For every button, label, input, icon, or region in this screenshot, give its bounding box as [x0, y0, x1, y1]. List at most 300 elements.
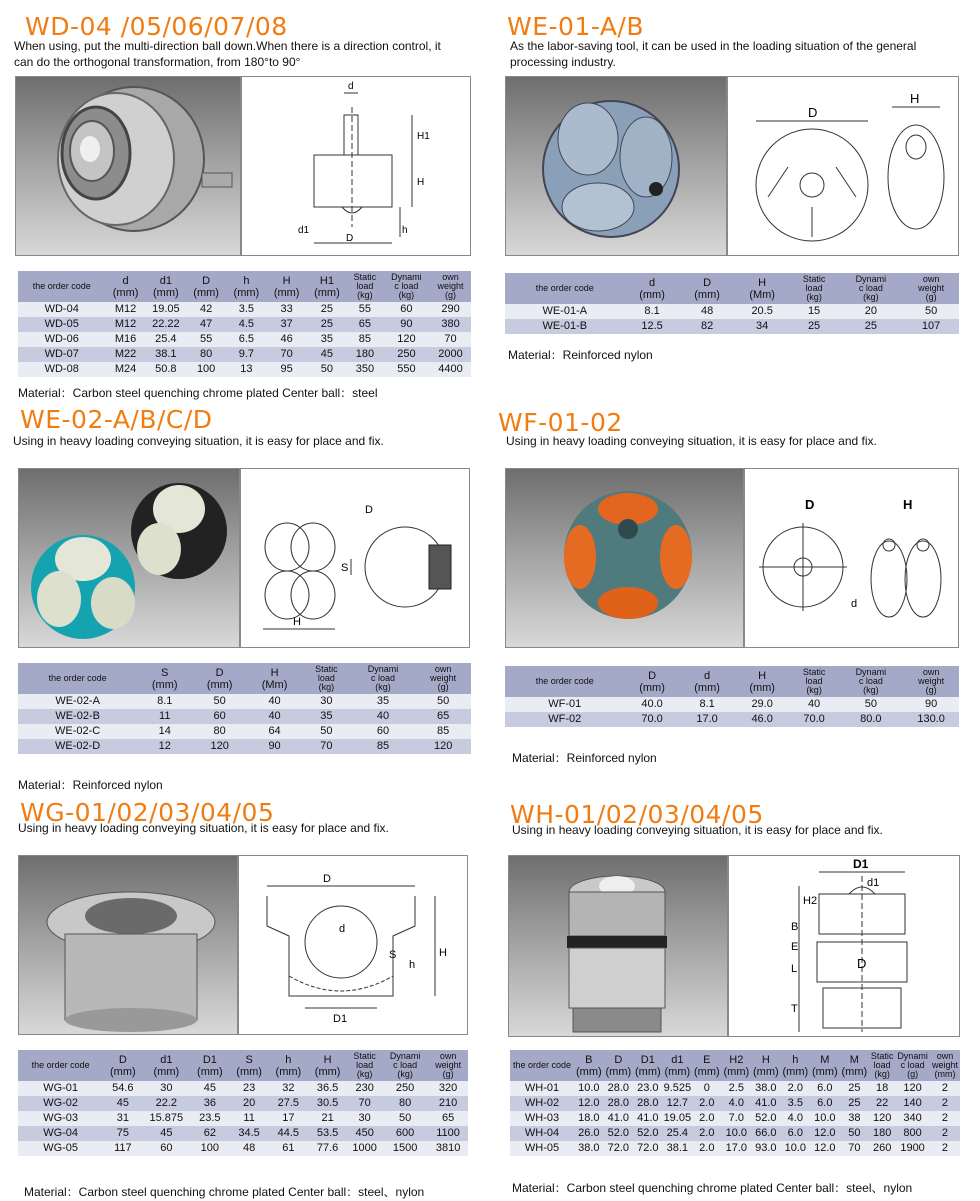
wf-cell: 40.0: [625, 697, 680, 712]
wg-cell: 30: [142, 1081, 190, 1096]
wh-cell: 26.0: [574, 1126, 604, 1141]
wf-header-3: H (mm): [735, 666, 790, 697]
table-row: [18, 739, 471, 754]
wd-cell: WD-07: [18, 347, 105, 362]
wea-cell: 48: [680, 304, 735, 319]
wg-cell: 36.5: [308, 1081, 347, 1096]
wd-cell: 22.22: [146, 317, 186, 332]
wd-cell: 65: [347, 317, 383, 332]
wd-cell: M12: [105, 302, 145, 317]
wg-header-0: the order code: [18, 1050, 103, 1081]
wd-header-6: H1 (mm): [307, 271, 347, 302]
wg-cell: 32: [269, 1081, 308, 1096]
wh-cell: 2.0: [692, 1096, 722, 1111]
wg-header-8: Dynami c load (kg): [382, 1050, 428, 1081]
wd-cell: WD-08: [18, 362, 105, 377]
wh-cell: 0: [692, 1081, 722, 1096]
wd-cell: 120: [383, 332, 430, 347]
we2-cell: 65: [415, 709, 471, 724]
table-row: [505, 712, 959, 727]
wh-cell: 10.0: [810, 1111, 840, 1126]
wg-cell: WG-02: [18, 1096, 103, 1111]
wh-dim-d: D: [857, 956, 867, 971]
wf-header-5: Dynami c load (kg): [838, 666, 903, 697]
wg-title: WG-01/02/03/04/05: [20, 798, 275, 827]
wea-dim-d: D: [808, 105, 818, 120]
table-row: [18, 332, 471, 347]
wd-dim-big-d: D: [346, 233, 354, 244]
wg-cell: 45: [103, 1096, 142, 1111]
wg-cell: 30.5: [308, 1096, 347, 1111]
wh-cell: 38.1: [663, 1141, 693, 1156]
wh-cell: 66.0: [751, 1126, 781, 1141]
wd-cell: 2000: [430, 347, 471, 362]
wg-cell: 48: [229, 1141, 268, 1156]
wf-dim-d-small: d: [851, 598, 858, 610]
we2-cell: 50: [415, 694, 471, 709]
wh-cell: 800: [895, 1126, 930, 1141]
wh-cell: 2: [930, 1126, 960, 1141]
wea-dim-h: H: [910, 91, 920, 106]
wh-dim-l: L: [791, 963, 798, 975]
wd-cell: 25: [307, 302, 347, 317]
wh-cell: 72.0: [633, 1141, 663, 1156]
wf-desc-1: Using in heavy loading conveying situation, it is easy for place and fix.: [506, 434, 877, 448]
wg-product-photo: [18, 855, 238, 1035]
wh-cell: WH-01: [510, 1081, 574, 1096]
wd-cell: M24: [105, 362, 145, 377]
wd-cell: M16: [105, 332, 145, 347]
table-row: [18, 347, 471, 362]
we2-cell: WE-02-B: [18, 709, 137, 724]
wg-cell: 600: [382, 1126, 428, 1141]
wg-cell: 34.5: [229, 1126, 268, 1141]
wf-dimension-drawing: [744, 468, 959, 648]
wh-cell: 6.0: [810, 1096, 840, 1111]
wh-cell: 52.0: [604, 1126, 634, 1141]
wd-cell: WD-05: [18, 317, 105, 332]
wd-cell: 47: [186, 317, 226, 332]
we2-dimension-drawing: [240, 468, 470, 648]
wh-cell: WH-03: [510, 1111, 574, 1126]
wg-header-9: own weight (g): [428, 1050, 468, 1081]
wf-dim-d-big: D: [805, 497, 815, 512]
wd-cell: 55: [186, 332, 226, 347]
wg-dim-h-small: h: [409, 959, 416, 971]
wg-cell: 17: [269, 1111, 308, 1126]
we2-desc-1: Using in heavy loading conveying situation, it is easy for place and fix.: [13, 434, 384, 448]
wd-header-8: Dynami c load (kg): [383, 271, 430, 302]
wd-cell: 13: [226, 362, 266, 377]
we2-header-2: D (mm): [192, 663, 247, 694]
wd-cell: 4.5: [226, 317, 266, 332]
wh-cell: 52.0: [751, 1111, 781, 1126]
wh-cell: 41.0: [751, 1096, 781, 1111]
wea-header-4: Static load (kg): [790, 273, 839, 304]
wh-header-8: h (mm): [781, 1050, 811, 1081]
we2-header-5: Dynami c load (kg): [351, 663, 416, 694]
wh-cell: 23.0: [633, 1081, 663, 1096]
wg-dim-h: H: [439, 947, 447, 959]
wh-header-3: D1 (mm): [633, 1050, 663, 1081]
wd-desc-1: When using, put the multi-direction ball down.When there is a direction control, it: [14, 39, 441, 53]
wh-cell: 12.0: [810, 1126, 840, 1141]
wea-header-3: H (Mm): [735, 273, 790, 304]
wg-cell: 45: [190, 1081, 229, 1096]
wh-dimension-drawing: [728, 855, 960, 1037]
wg-cell: 1100: [428, 1126, 468, 1141]
wf-cell: 80.0: [838, 712, 903, 727]
wg-cell: 320: [428, 1081, 468, 1096]
wh-cell: 50: [840, 1126, 870, 1141]
wd-cell: 90: [383, 317, 430, 332]
table-row: [505, 319, 959, 334]
wd-cell: 6.5: [226, 332, 266, 347]
wh-header-13: own weight (mm): [930, 1050, 960, 1081]
table-row: [510, 1141, 960, 1156]
we2-cell: 70: [302, 739, 351, 754]
wh-cell: 2.5: [722, 1081, 752, 1096]
wd-cell: 100: [186, 362, 226, 377]
wd-cell: 60: [383, 302, 430, 317]
we2-cell: 40: [351, 709, 416, 724]
we2-cell: 120: [415, 739, 471, 754]
wf-cell: 29.0: [735, 697, 790, 712]
wh-header-12: Dynami c load (g): [895, 1050, 930, 1081]
wd-dim-h1: H1: [417, 131, 430, 142]
wh-cell: 2: [930, 1111, 960, 1126]
wg-cell: WG-03: [18, 1111, 103, 1126]
wh-cell: 18.0: [574, 1111, 604, 1126]
wh-cell: 25: [840, 1081, 870, 1096]
table-row: [18, 1141, 468, 1156]
wd-cell: 85: [347, 332, 383, 347]
wd-cell: 50.8: [146, 362, 186, 377]
we2-dim-d: D: [365, 504, 373, 516]
wea-header-5: Dynami c load (kg): [838, 273, 903, 304]
we2-header-4: Static load (kg): [302, 663, 351, 694]
wf-product-photo: [505, 468, 744, 648]
wg-cell: 77.6: [308, 1141, 347, 1156]
wg-material: Material：Carbon steel quenching chrome plated Center ball：steel、nylon: [24, 1185, 425, 1199]
wd-title: WD-04 /05/06/07/08: [25, 12, 288, 41]
wh-header-10: M (mm): [840, 1050, 870, 1081]
we2-product-photo: [18, 468, 240, 648]
wea-cell: WE-01-B: [505, 319, 625, 334]
wg-cell: 15.875: [142, 1111, 190, 1126]
wh-cell: 2: [930, 1081, 960, 1096]
wg-cell: 210: [428, 1096, 468, 1111]
table-row: [18, 724, 471, 739]
wf-cell: 17.0: [680, 712, 735, 727]
wd-cell: 55: [347, 302, 383, 317]
wg-cell: 75: [103, 1126, 142, 1141]
wh-cell: 10.0: [574, 1081, 604, 1096]
wh-cell: 6.0: [781, 1126, 811, 1141]
wf-cell: 70.0: [790, 712, 839, 727]
wea-header-0: the order code: [505, 273, 625, 304]
wd-header-9: own weight (g): [430, 271, 471, 302]
wg-header-4: S (mm): [229, 1050, 268, 1081]
table-row: [510, 1126, 960, 1141]
wg-header-7: Static load (kg): [347, 1050, 382, 1081]
wh-cell: 19.05: [663, 1112, 692, 1124]
wg-cell: 45: [142, 1126, 190, 1141]
we2-cell: 64: [247, 724, 302, 739]
wf-cell: 90: [903, 697, 959, 712]
wh-dim-h2: H2: [803, 895, 818, 907]
wh-header-4: d1 (mm): [663, 1050, 693, 1081]
wh-cell: 120: [895, 1081, 930, 1096]
wd-product-photo: [15, 76, 241, 256]
wea-dimension-drawing: [727, 76, 959, 256]
wf-header-1: D (mm): [625, 666, 680, 697]
wg-cell: 60: [142, 1141, 190, 1156]
wea-desc-2: processing industry.: [510, 55, 616, 69]
wh-cell: 28.0: [604, 1081, 634, 1096]
wg-header-5: h (mm): [269, 1050, 308, 1081]
table-row: [18, 1126, 468, 1141]
wg-dim-d1: D1: [333, 1013, 348, 1025]
wg-dimension-drawing: [238, 855, 468, 1035]
wh-cell: 2.0: [692, 1141, 722, 1156]
wf-header-2: d (mm): [680, 666, 735, 697]
wg-cell: 61: [269, 1141, 308, 1156]
wh-cell: WH-02: [510, 1096, 574, 1111]
wg-cell: 230: [347, 1081, 382, 1096]
wh-spec-table: [510, 1050, 960, 1156]
we2-cell: 90: [247, 739, 302, 754]
wg-cell: 53.5: [308, 1126, 347, 1141]
wd-cell: 180: [347, 347, 383, 362]
wh-cell: 120: [869, 1111, 895, 1126]
wg-cell: 31: [103, 1111, 142, 1126]
wf-cell: 46.0: [735, 712, 790, 727]
wd-dim-d1: d1: [298, 225, 310, 236]
wg-cell: 1000: [347, 1141, 382, 1156]
we2-cell: 40: [247, 694, 302, 709]
wf-header-4: Static load (kg): [790, 666, 839, 697]
wg-cell: 30: [347, 1111, 382, 1126]
table-row: [18, 1111, 468, 1126]
wd-cell: M22: [105, 347, 145, 362]
wf-cell: 40: [790, 697, 839, 712]
wg-cell: 117: [103, 1141, 142, 1156]
wh-cell: 9.525: [663, 1082, 692, 1094]
wh-cell: 2: [930, 1141, 960, 1156]
wd-header-3: D (mm): [186, 271, 226, 302]
wh-dim-b: B: [791, 921, 799, 933]
table-row: [510, 1081, 960, 1096]
wg-header-2: d1 (mm): [142, 1050, 190, 1081]
wea-cell: 25: [838, 319, 903, 334]
wg-cell: 450: [347, 1126, 382, 1141]
wh-cell: 28.0: [633, 1096, 663, 1111]
wg-dim-d: D: [323, 873, 331, 885]
we2-cell: 14: [137, 724, 192, 739]
wea-cell: WE-01-A: [505, 304, 625, 319]
table-row: [510, 1111, 960, 1126]
wh-title: WH-01/02/03/04/05: [510, 800, 764, 829]
wd-header-5: H (mm): [267, 271, 307, 302]
wd-cell: 25.4: [146, 332, 186, 347]
wd-cell: WD-04: [18, 302, 105, 317]
wd-cell: 42: [186, 302, 226, 317]
wd-cell: 3.5: [226, 302, 266, 317]
wh-cell: 18: [869, 1081, 895, 1096]
wh-cell: 28.0: [604, 1096, 634, 1111]
wh-cell: 7.0: [722, 1111, 752, 1126]
wh-cell: 38.0: [751, 1081, 781, 1096]
wh-cell: 41.0: [633, 1111, 663, 1126]
wh-cell: 12.0: [810, 1141, 840, 1156]
wd-cell: 550: [383, 362, 430, 377]
wg-header-3: D1 (mm): [190, 1050, 229, 1081]
wh-cell: 2.0: [781, 1081, 811, 1096]
we2-dim-h: H: [293, 616, 301, 628]
wh-cell: 12.7: [663, 1096, 693, 1111]
table-row: [505, 697, 959, 712]
we2-cell: 80: [192, 724, 247, 739]
we2-cell: 12: [137, 739, 192, 754]
wd-cell: 45: [307, 347, 347, 362]
wf-dim-h: H: [903, 497, 913, 512]
table-row: [18, 1096, 468, 1111]
wd-material: Material：Carbon steel quenching chrome plated Center ball：steel: [18, 386, 378, 400]
wea-header-1: d (mm): [625, 273, 680, 304]
we2-cell: 50: [302, 724, 351, 739]
wg-cell: WG-01: [18, 1081, 103, 1096]
wd-cell: 250: [383, 347, 430, 362]
wh-cell: 22: [869, 1096, 895, 1111]
we2-cell: 8.1: [137, 694, 192, 709]
wg-cell: 23.5: [190, 1111, 229, 1126]
wg-cell: 11: [229, 1111, 268, 1126]
wd-desc-2: can do the orthogonal transformation, from 180°to 90°: [14, 55, 301, 69]
we2-cell: 60: [192, 709, 247, 724]
wh-cell: WH-05: [510, 1141, 574, 1156]
wea-material: Material：Reinforced nylon: [508, 348, 653, 362]
wg-cell: 1500: [382, 1141, 428, 1156]
we2-cell: 30: [302, 694, 351, 709]
wg-cell: 62: [190, 1126, 229, 1141]
wg-cell: 100: [190, 1141, 229, 1156]
wh-cell: 2: [930, 1096, 960, 1111]
wea-cell: 12.5: [625, 319, 680, 334]
wh-cell: 4.0: [722, 1096, 752, 1111]
wh-cell: 340: [895, 1111, 930, 1126]
wh-header-11: Static load (kg): [870, 1051, 894, 1079]
wd-cell: 95: [267, 362, 307, 377]
wh-cell: 180: [869, 1126, 895, 1141]
wg-cell: WG-05: [18, 1141, 103, 1156]
we2-cell: 85: [351, 739, 416, 754]
wh-product-photo: [508, 855, 728, 1037]
table-row: [18, 317, 471, 332]
wh-cell: 6.0: [810, 1081, 840, 1096]
we2-header-1: S (mm): [137, 663, 192, 694]
wh-cell: 10.0: [722, 1126, 752, 1141]
wh-cell: 25: [840, 1096, 870, 1111]
wf-cell: 8.1: [680, 697, 735, 712]
we2-dim-s: S: [341, 562, 349, 574]
wh-header-9: M (mm): [810, 1050, 840, 1081]
table-row: [18, 1081, 468, 1096]
we2-spec-table: [18, 663, 471, 754]
wg-header-1: D (mm): [103, 1050, 142, 1081]
wh-dim-t: T: [791, 1003, 798, 1015]
wea-spec-table: [505, 273, 959, 334]
wh-cell: 41.0: [604, 1111, 634, 1126]
wf-cell: WF-01: [505, 697, 625, 712]
wh-cell: 4.0: [781, 1111, 811, 1126]
we2-material: Material：Reinforced nylon: [18, 778, 163, 792]
wg-header-6: H (mm): [308, 1050, 347, 1081]
wh-header-2: D (mm): [604, 1050, 634, 1081]
wea-desc-1: As the labor-saving tool, it can be used in the loading situation of the general: [510, 39, 917, 53]
wh-header-5: E (mm): [692, 1050, 722, 1081]
wh-cell: 38: [840, 1111, 870, 1126]
wea-cell: 34: [735, 319, 790, 334]
table-row: [18, 709, 471, 724]
wh-cell: 2.0: [692, 1111, 722, 1126]
wd-cell: 70: [267, 347, 307, 362]
we2-cell: 35: [351, 694, 416, 709]
wh-header-6: H2 (mm): [722, 1050, 752, 1081]
wf-spec-table: [505, 666, 959, 727]
wh-material: Material：Carbon steel quenching chrome plated Center ball：steel、nylon: [512, 1181, 913, 1195]
wf-header-6: own weight (g): [903, 666, 959, 697]
wd-cell: 46: [267, 332, 307, 347]
wd-dim-h-small: h: [402, 225, 408, 236]
wg-desc-1: Using in heavy loading conveying situation, it is easy for place and fix.: [18, 821, 389, 835]
wea-cell: 15: [790, 304, 839, 319]
wg-cell: 3810: [428, 1141, 468, 1156]
we2-cell: 11: [137, 709, 192, 724]
wh-desc-1: Using in heavy loading conveying situation, it is easy for place and fix.: [512, 823, 883, 837]
wg-spec-table: [18, 1050, 468, 1156]
wd-header-2: d1 (mm): [146, 271, 186, 302]
wd-cell: 290: [430, 302, 471, 317]
wea-title: WE-01-A/B: [507, 12, 644, 41]
table-row: [18, 694, 471, 709]
we2-cell: WE-02-C: [18, 724, 137, 739]
wd-cell: 33: [267, 302, 307, 317]
wg-cell: 21: [308, 1111, 347, 1126]
we2-cell: 85: [415, 724, 471, 739]
wd-cell: M12: [105, 317, 145, 332]
wh-cell: 93.0: [751, 1141, 781, 1156]
wea-cell: 50: [903, 304, 959, 319]
we2-cell: 50: [192, 694, 247, 709]
wh-cell: WH-04: [510, 1126, 574, 1141]
wg-cell: 23: [229, 1081, 268, 1096]
wg-cell: 80: [382, 1096, 428, 1111]
wg-cell: 36: [190, 1096, 229, 1111]
wd-cell: 380: [430, 317, 471, 332]
wd-cell: 9.7: [226, 347, 266, 362]
wd-header-7: Static load (kg): [347, 271, 383, 302]
wea-cell: 107: [903, 319, 959, 334]
wg-cell: WG-04: [18, 1126, 103, 1141]
wh-cell: 2.0: [692, 1126, 722, 1141]
wd-cell: 25: [307, 317, 347, 332]
table-row: [510, 1096, 960, 1111]
wh-header-0: the order code: [510, 1050, 574, 1081]
we2-header-0: the order code: [18, 663, 137, 694]
wf-cell: 70.0: [625, 712, 680, 727]
wh-cell: 25.4: [663, 1126, 693, 1141]
